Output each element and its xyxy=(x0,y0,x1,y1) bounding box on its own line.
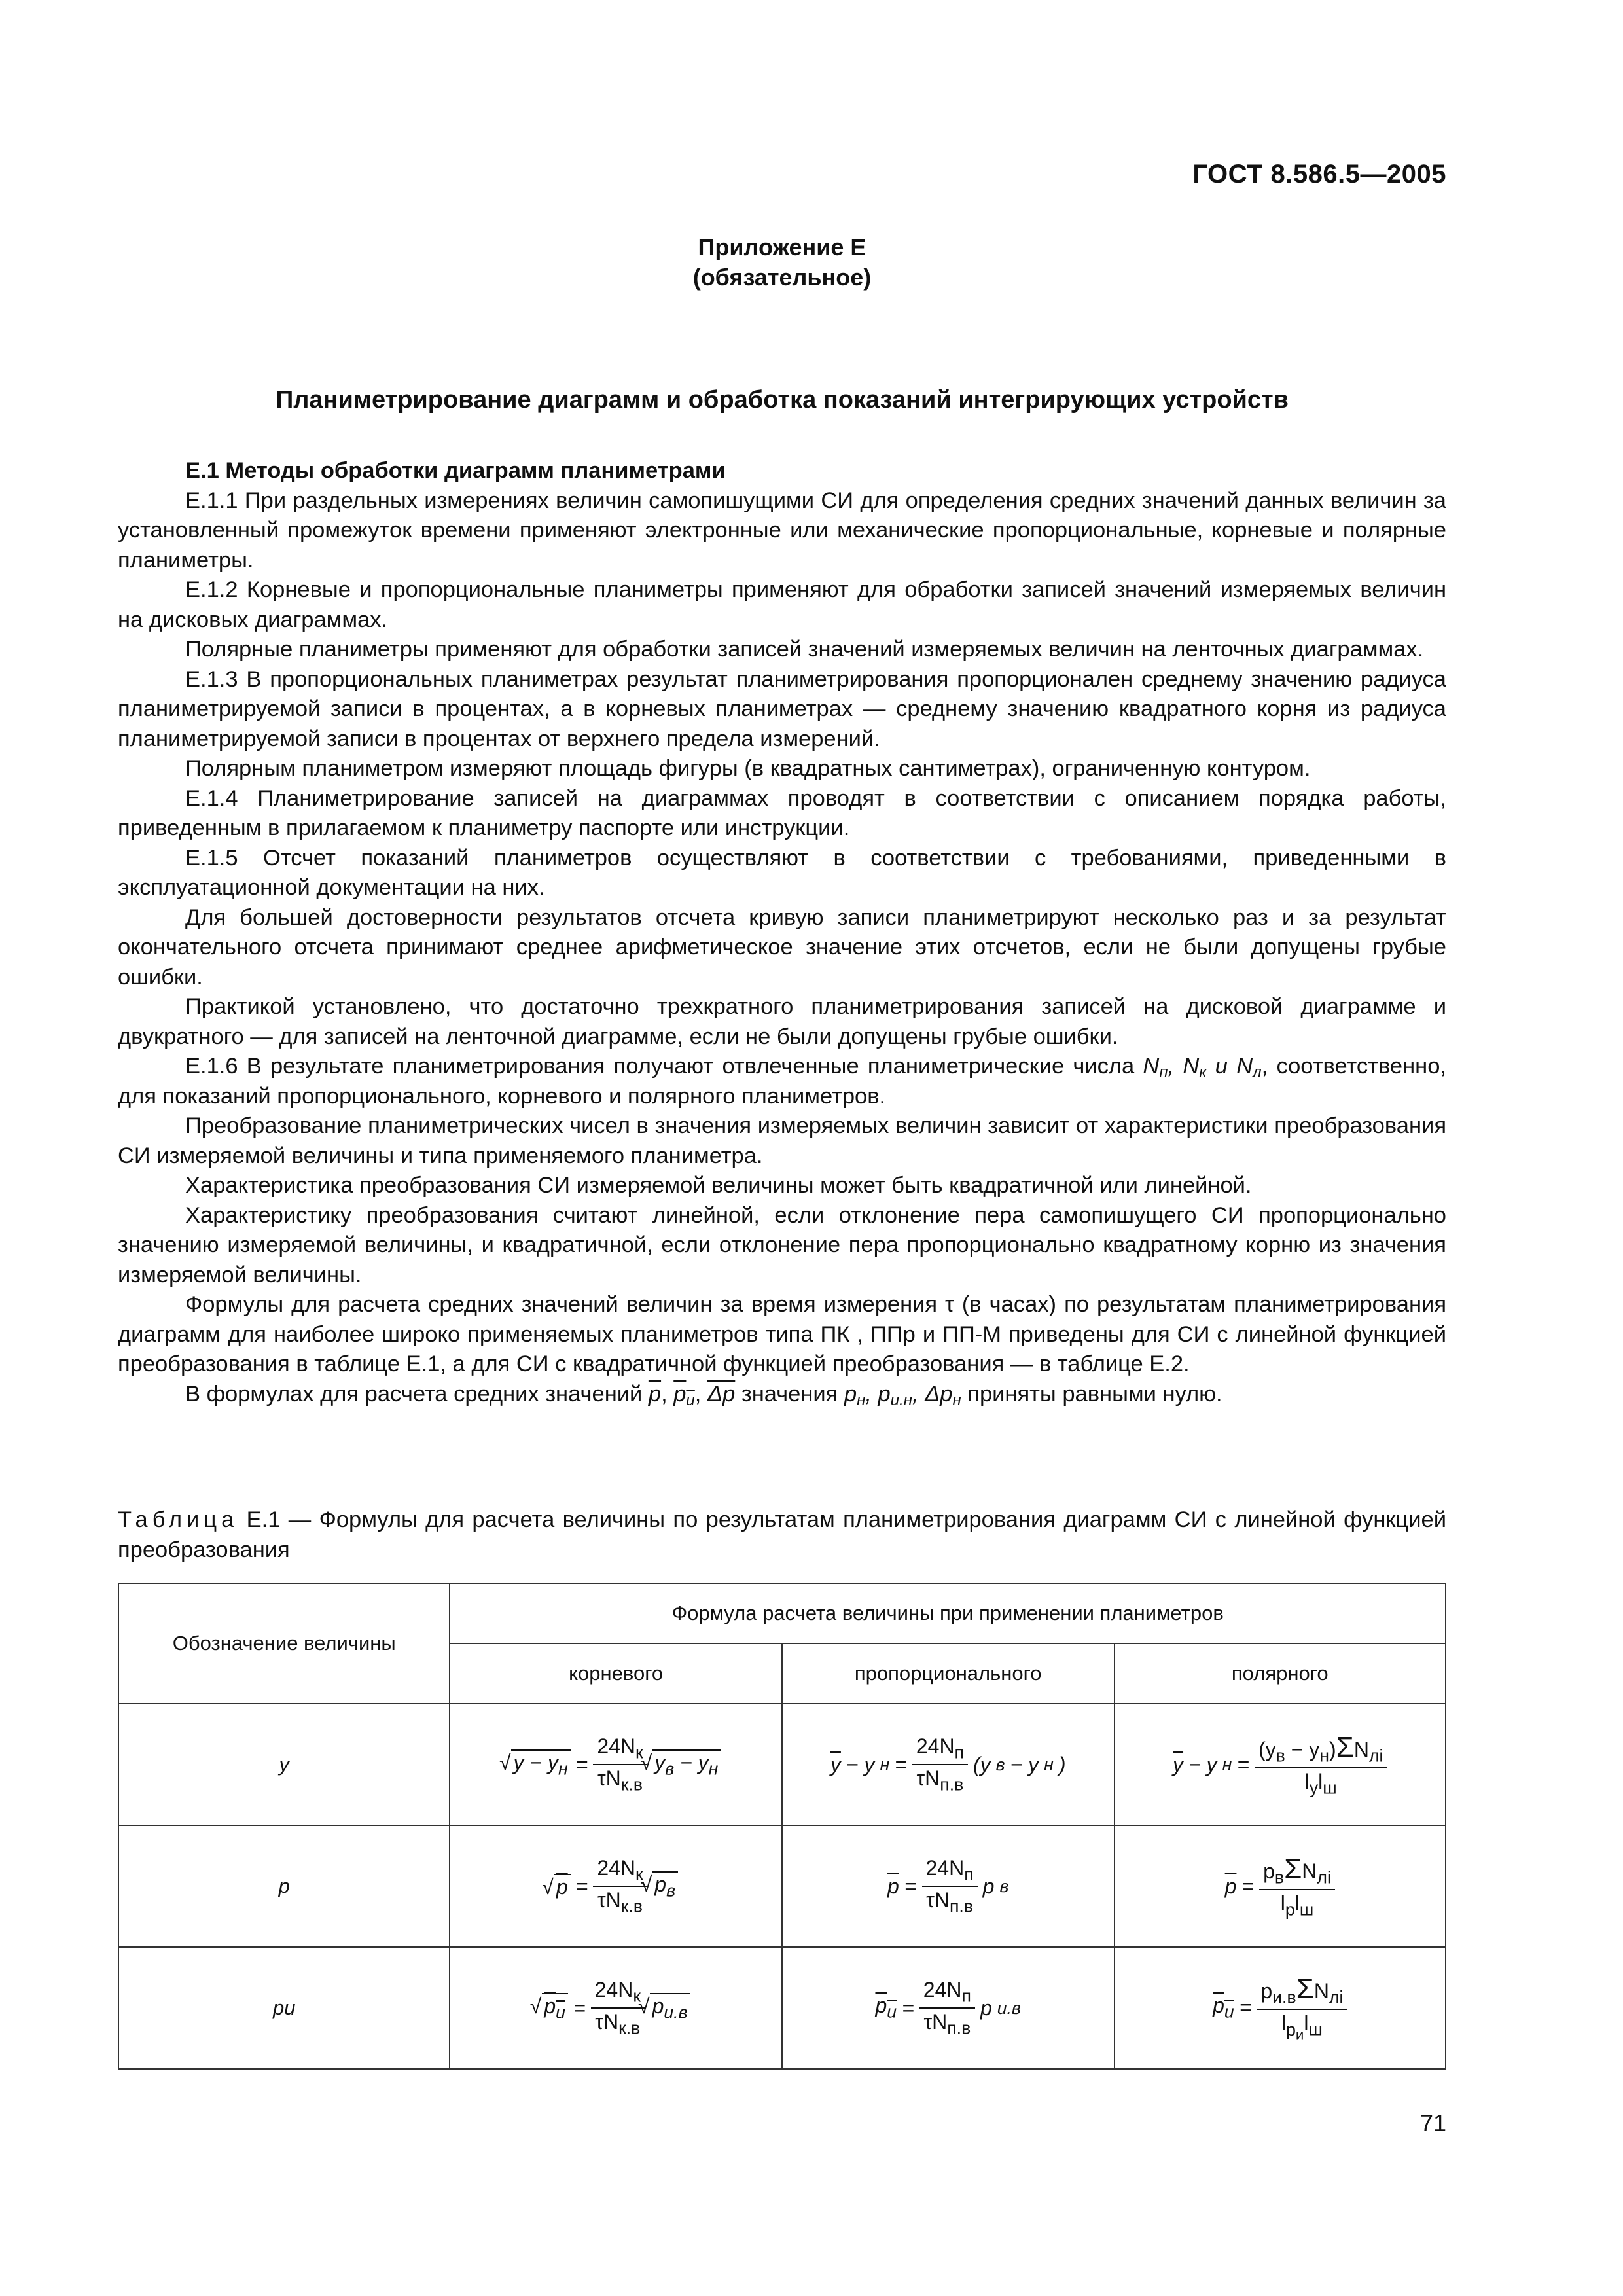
formula-cell xyxy=(1115,1947,1446,2069)
appendix-status: (обязательное) xyxy=(692,264,872,291)
caption-text: Е.1 — Формулы для расчета величины по результатам планиметрирования диаграмм СИ с линейной функцией преобразования xyxy=(118,1507,1446,1562)
table-row xyxy=(118,1704,1446,1825)
formula: $\overline{p}$ = $\frac{p_в\Sigma N_{лi}}{l_pl_ш}$ xyxy=(1225,1853,1335,1920)
caption-label: Таблица xyxy=(118,1507,239,1532)
paragraph-part: приняты равными нулю. xyxy=(961,1381,1222,1407)
row-symbol: pи xyxy=(118,1947,450,2069)
paragraph: Формулы для расчета средних значений величин за время измерения τ (в часах) по результатам планиметрирования диаграмм для наиболее широко применяемых планиметров типа ПК , ППр и ПП-М приведены для СИ с линейной функцией преобразования в таблице Е.1, а для СИ с квадратичной функцией преобразования — в таблице Е.2. xyxy=(118,1292,1446,1376)
formula-cell xyxy=(450,1947,781,2069)
document-page xyxy=(118,0,1446,2296)
row-symbol: p xyxy=(118,1825,450,1947)
body-text xyxy=(118,456,1446,1409)
paragraph: Полярным планиметром измеряют площадь фигуры (в квадратных сантиметрах), ограниченную контуром. xyxy=(185,756,1311,781)
subsection-heading: Е.1 Методы обработки диаграмм планиметрами xyxy=(185,458,726,483)
document-code: ГОСТ 8.586.5—2005 xyxy=(1192,160,1446,188)
table-caption xyxy=(118,1505,1446,1565)
symbol-n-p: $N_п$, $N_к$ и $N_л$ xyxy=(1143,1054,1262,1081)
formula-table xyxy=(118,1583,1446,2070)
paragraph: Е.1.2 Корневые и пропорциональные планиметры применяют для обработки записей значений измеряемых величин на дисковых диаграммах. xyxy=(118,577,1446,632)
formula: √ $p_и$ = $\frac{24N_к}{\tau N_{к.в}}$ √ $p_{и.в}$ xyxy=(542,1978,690,2039)
page-number: 71 xyxy=(1419,2109,1446,2136)
formula-cell xyxy=(450,1825,781,1947)
header-formula-group: Формула расчета величины при применении планиметров xyxy=(450,1583,1446,1643)
paragraph xyxy=(118,1380,1446,1410)
formula: $p_и$ = $\frac{p_{и.в}\Sigma N_{лi}}{l_{p_и}l_ш}$ xyxy=(1213,1973,1347,2043)
header-designation: Обозначение величины xyxy=(118,1583,450,1704)
formula: $\overline{y}$ − y н = $\frac{(y_в - y_н)\Sigma N_{лi}}{l_yl_ш}$ xyxy=(1173,1731,1387,1799)
formula-cell xyxy=(450,1704,781,1825)
formula-cell xyxy=(782,1947,1115,2069)
header-polar: полярного xyxy=(1115,1643,1446,1704)
formula-cell xyxy=(782,1704,1115,1825)
paragraph: Полярные планиметры применяют для обработки записей значений измеряемых величин на ленточных диаграммах. xyxy=(185,637,1424,662)
table-row xyxy=(118,1947,1446,2069)
paragraph: Е.1.3 В пропорциональных планиметрах результат планиметрирования пропорционален среднему значению радиуса планиметрируемой записи в процентах, а в корневых планиметрах — среднему значению квадратного корня из радиуса планиметрируемой записи в процентах от верхнего предела измерений. xyxy=(118,666,1446,751)
paragraph: Характеристику преобразования считают линейной, если отклонение пера самопишущего СИ пропорционально значению измеряемой величины, и квадратичной, если отклонение пера пропорционально квадратному корню из значения измеряемой величины. xyxy=(118,1202,1446,1287)
formula-cell xyxy=(1115,1825,1446,1947)
row-symbol: y xyxy=(118,1704,450,1825)
paragraph: Е.1.4 Планиметрирование записей на диаграммах проводят в соответствии с описанием порядка работы, приведенным в прилагаемом к планиметру паспорте или инструкции. xyxy=(118,785,1446,840)
paragraph-part: , соответственно, для показаний пропорционального, корневого и полярного планиметров. xyxy=(118,1054,1446,1109)
paragraph: Практикой установлено, что достаточно трехкратного планиметрирования записей на дисковой диаграмме и двукратного — для записей на ленточной диаграмме, если не были допущены грубые ошибки. xyxy=(118,994,1446,1049)
zero-symbols: $p_н$, $p_{и.н}$, $\Delta p_н$ xyxy=(844,1381,961,1409)
mean-symbols: $\overline{p}$, $p_и$, $\overline{\Delta p}$ xyxy=(648,1381,736,1409)
paragraph: Преобразование планиметрических чисел в значения измеряемых величин зависит от характеристики преобразования СИ измеряемой величины и типа применяемого планиметра. xyxy=(118,1113,1446,1168)
paragraph xyxy=(118,1052,1446,1111)
formula: √ $\overline{y} - y_н$ = $\frac{24N_к}{\tau N_{к.в}}$ √ $y_в - y_н$ xyxy=(511,1734,721,1795)
paragraph: Для большей достоверности результатов отсчета кривую записи планиметрируют несколько раз и за результат окончательного отсчета принимают среднее арифметическое значение этих отсчетов, если не были допущены грубые ошибки. xyxy=(118,905,1446,990)
appendix-heading xyxy=(118,232,1446,293)
formula: √ $\overline{p}$ = $\frac{24N_к}{\tau N_{к.в}}$ √ $p_в$ xyxy=(554,1856,678,1917)
paragraph: Е.1.1 При раздельных измерениях величин самопишущими СИ для определения средних значений данных величин за установленный промежуток времени применяют электронные или механические пропорциональные, корневые и полярные планиметры. xyxy=(118,488,1446,573)
table-row xyxy=(118,1825,1446,1947)
section-title: Планиметрирование диаграмм и обработка показаний интегрирующих устройств xyxy=(275,386,1289,414)
formula: $\overline{y}$ − y н = $\frac{24N_п}{\tau N_{п.в}}$ (y в − y н ) xyxy=(830,1734,1066,1795)
formula-cell xyxy=(1115,1704,1446,1825)
paragraph-part: В формулах для расчета средних значений xyxy=(185,1381,649,1407)
formula: $p_и$ = $\frac{24N_п}{\tau N_{п.в}}$ p и.в xyxy=(875,1977,1021,2038)
paragraph-part: Е.1.6 В результате планиметрирования получают отвлеченные планиметрические числа xyxy=(185,1054,1143,1079)
header-proportional: пропорционального xyxy=(782,1643,1115,1704)
appendix-title: Приложение Е xyxy=(698,234,866,260)
formula: $\overline{p}$ = $\frac{24N_п}{\tau N_{п.в}}$ p в xyxy=(887,1856,1009,1916)
formula-cell xyxy=(782,1825,1115,1947)
paragraph: Характеристика преобразования СИ измеряемой величины может быть квадратичной или линейной. xyxy=(185,1173,1252,1198)
paragraph-part: значения xyxy=(735,1381,844,1407)
header-root: корневого xyxy=(450,1643,781,1704)
paragraph: Е.1.5 Отсчет показаний планиметров осуществляют в соответствии с требованиями, приведенными в эксплуатационной документации на них. xyxy=(118,845,1446,900)
